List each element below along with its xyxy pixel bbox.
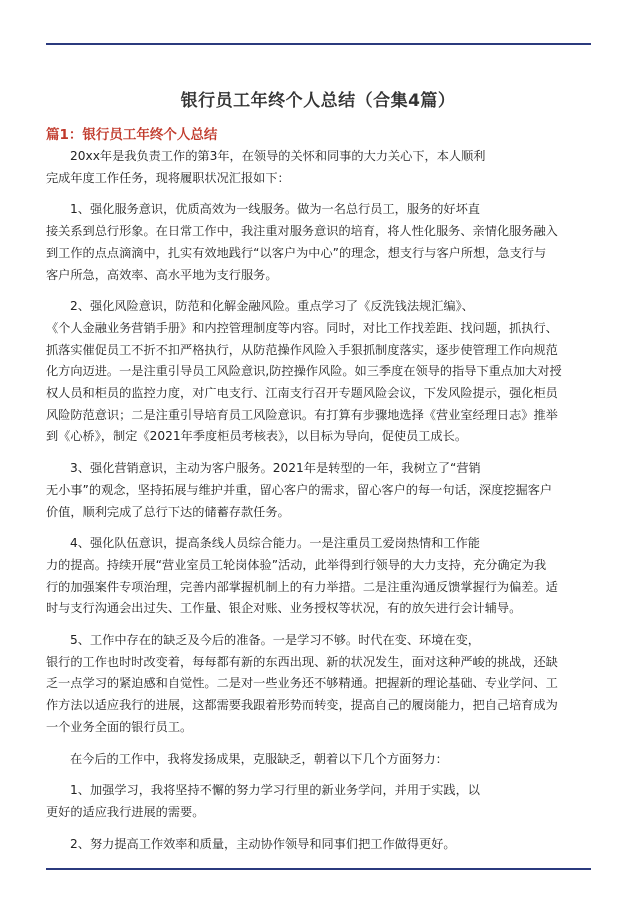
page-title: 银行员工年终个人总结（合集4篇） [180, 91, 456, 111]
paragraph [46, 780, 591, 823]
text-line: 《个人金融业务营销手册》和内控管理制度等内容。同时，对比工作找差距、找问题，抓执行、 [46, 320, 558, 335]
text-line: 1、强化服务意识，优质高效为一线服务。做为一名总行员工，服务的好坏直 [70, 202, 480, 217]
paragraph [46, 146, 591, 189]
text-line: 无小事”的观念，坚持拓展与维护并重，留心客户的需求，留心客户的每一句话，深度挖掘客户 [46, 482, 553, 497]
text-line: 4、强化队伍意识，提高条线人员综合能力。一是注重员工爱岗热情和工作能 [70, 536, 480, 551]
text-line: 5、工作中存在的缺乏及今后的准备。一是学习不够。时代在变、环境在变， [70, 633, 480, 648]
text-line: 3、强化营销意识，主动为客户服务。2021年是转型的一年，我树立了“营销 [70, 461, 481, 476]
text-line: 1、加强学习，我将坚持不懈的努力学习行里的新业务学问，并用于实践，以 [70, 783, 480, 798]
text-line: 行的加强案件专项治理，完善内部掌握机制上的有力举措。二是注重沟通反馈掌握行为偏差。适 [46, 579, 558, 594]
text-line: 作方法以适应我行的进展，这都需要我跟着形势而转变，提高自己的履岗能力，把自己培育成为 [46, 698, 558, 713]
text-line: 价值，顺利完成了总行下达的储蓄存款任务。 [46, 504, 290, 519]
paragraph [46, 630, 591, 739]
text-line: 化方向迈进。一是注重引导员工风险意识,防控操作风险。如三季度在领导的指导下重点加大对授 [46, 364, 562, 379]
paragraph [46, 533, 591, 620]
bottom-rule [46, 868, 591, 870]
text-line: 银行的工作也时时改变着，每每都有新的东西出现、新的状况发生，面对这种严峻的挑战，还缺 [46, 654, 558, 669]
text-line: 到《心桥》，制定《2021年季度柜员考核表》，以目标为导向，促使员工成长。 [46, 429, 468, 444]
text-line: 20xx年是我负责工作的第3年，在领导的关怀和同事的大力关心下，本人顺利 [70, 149, 486, 163]
text-line: 乏一点学习的紧迫感和自觉性。二是对一些业务还不够精通。把握新的理论基础、专业学问、工 [46, 676, 558, 691]
paragraph [46, 296, 591, 448]
top-rule [46, 43, 591, 45]
paragraph [46, 458, 591, 523]
text-line: 完成年度工作任务，现将履职状况汇报如下： [46, 170, 290, 185]
text-line: 接关系到总行形象。在日常工作中，我注重对服务意识的培育，将人性化服务、亲情化服务融入 [46, 224, 558, 239]
section-heading: 篇1：银行员工年终个人总结 [46, 127, 218, 143]
text-line: 2、努力提高工作效率和质量，主动协作领导和同事们把工作做得更好。 [70, 836, 456, 851]
text-line: 风险防范意识；二是注重引导培育员工风险意识。有打算有步骤地选择《营业室经理日志》推举 [46, 407, 558, 422]
text-line: 抓落实催促员工不折不扣严格执行，从防范操作风险入手狠抓制度落实，逐步使管理工作向规范 [46, 342, 558, 357]
document-body [46, 146, 591, 865]
paragraph [46, 834, 591, 856]
paragraph [46, 199, 591, 286]
text-line: 到工作的点点滴滴中，扎实有效地践行“以客户为中心”的理念，想支行与客户所想，急支行与 [46, 245, 547, 260]
text-line: 权人员和柜员的监控力度，对广电支行、江南支行召开专题风险会议，下发风险提示，强化柜员 [46, 386, 558, 401]
text-line: 更好的适应我行进展的需要。 [46, 804, 205, 819]
text-line: 力的提高。持续开展“营业室员工轮岗体验”活动，此举得到行领导的大力支持，充分确定为我 [46, 557, 547, 572]
text-line: 客户所急，高效率、高水平地为支行服务。 [46, 267, 278, 282]
paragraph [46, 749, 591, 771]
text-line: 一个业务全面的银行员工。 [46, 719, 193, 734]
text-line: 2、强化风险意识，防范和化解金融风险。重点学习了《反洗钱法规汇编》、 [70, 299, 474, 314]
text-line: 在今后的工作中，我将发扬成果，克服缺乏，朝着以下几个方面努力： [70, 751, 448, 766]
text-line: 时与支行沟通会出过失、工作量、银企对账、业务授权等状况，有的放矢进行会计辅导。 [46, 601, 522, 616]
